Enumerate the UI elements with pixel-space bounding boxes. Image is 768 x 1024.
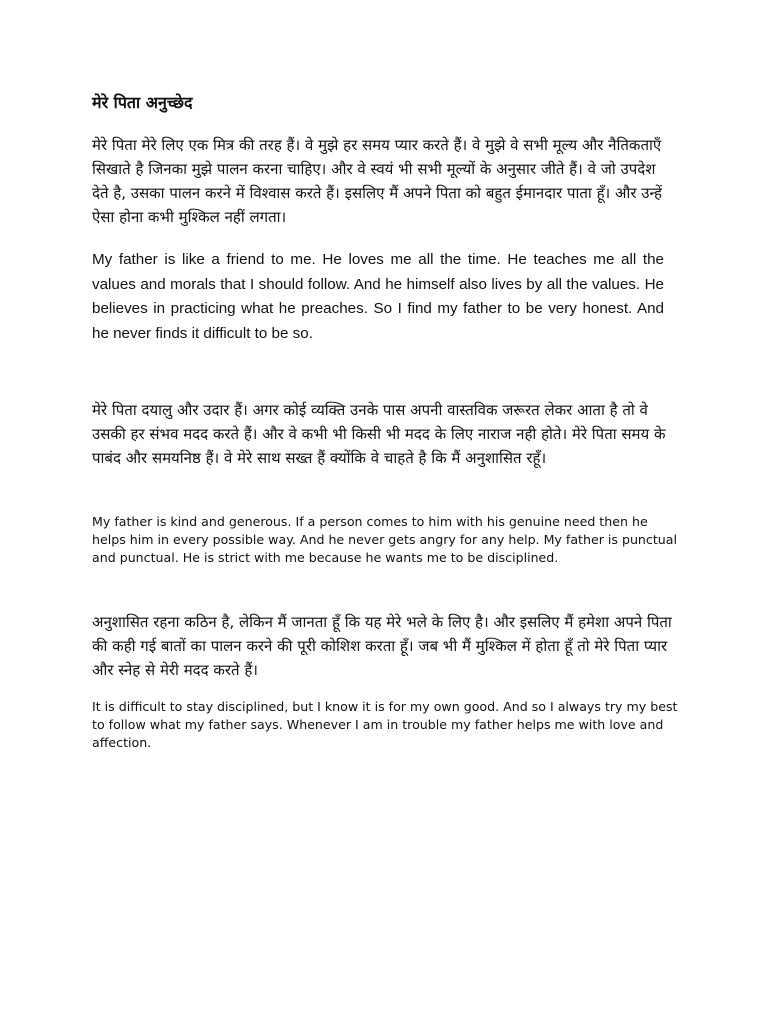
hindi-paragraph-3: अनुशासित रहना कठिन है, लेकिन मैं जानता हूँ कि यह मेरे भले के लिए है। और इसलिए मैं हमेशा अपने पिता की कही गई बातों का पालन करने की पूरी कोशिश करता हूँ। जब भी मैं मुश्किल में होता हूँ तो मेरे पिता प्यार और स्नेह से मेरी मदद करते हैं। (92, 613, 672, 679)
hindi-paragraph-1: मेरे पिता मेरे लिए एक मित्र की तरह हैं। वे मुझे हर समय प्यार करते हैं। वे मुझे वे सभी मूल्य और नैतिकताएँ सिखाते है जिनका मुझे पालन करना चाहिए। और वे स्वयं भी सभी मूल्यों के अनुसार जीते हैं। वे जो उपदेश देते है, उसका पालन करने में विश्वास करते हैं। इसलिए मैं अपने पिता को बहुत ईमानदार पाता हूँ। और उन्हें ऐसा होना कभी मुश्किल नहीं लगता। (92, 136, 662, 226)
english-paragraph-2: My father is kind and generous. If a person comes to him with his genuine need then he helps him in every possible way. And he never gets angry for any help. My father is punctual and punctual. He is strict with me because he wants me to be disciplined. (92, 514, 677, 566)
hindi-paragraph-2: मेरे पिता दयालु और उदार हैं। अगर कोई व्यक्ति उनके पास अपनी वास्तविक जरूरत लेकर आता है तो वे उसकी हर संभव मदद करते हैं। और वे कभी भी किसी भी मदद के लिए नाराज नही होते। मेरे पिता समय के पाबंद और समयनिष्ठ हैं। वे मेरे साथ सख्त हैं क्योंकि वे चाहते है कि मैं अनुशासित रहूँ। (92, 401, 666, 467)
document-title: मेरे पिता अनुच्छेद (92, 93, 193, 112)
english-paragraph-1: My father is like a friend to me. He loves me all the time. He teaches me all the values and morals that I should follow. And he himself also lives by all the values. He believes in practicing what he preaches. So I find my father to be very honest. And he never finds it difficult to be so. (92, 251, 664, 342)
english-paragraph-3: It is difficult to stay disciplined, but I know it is for my own good. And so I always try my best to follow what my father says. Whenever I am in trouble my father helps me with love and affection. (92, 699, 678, 751)
